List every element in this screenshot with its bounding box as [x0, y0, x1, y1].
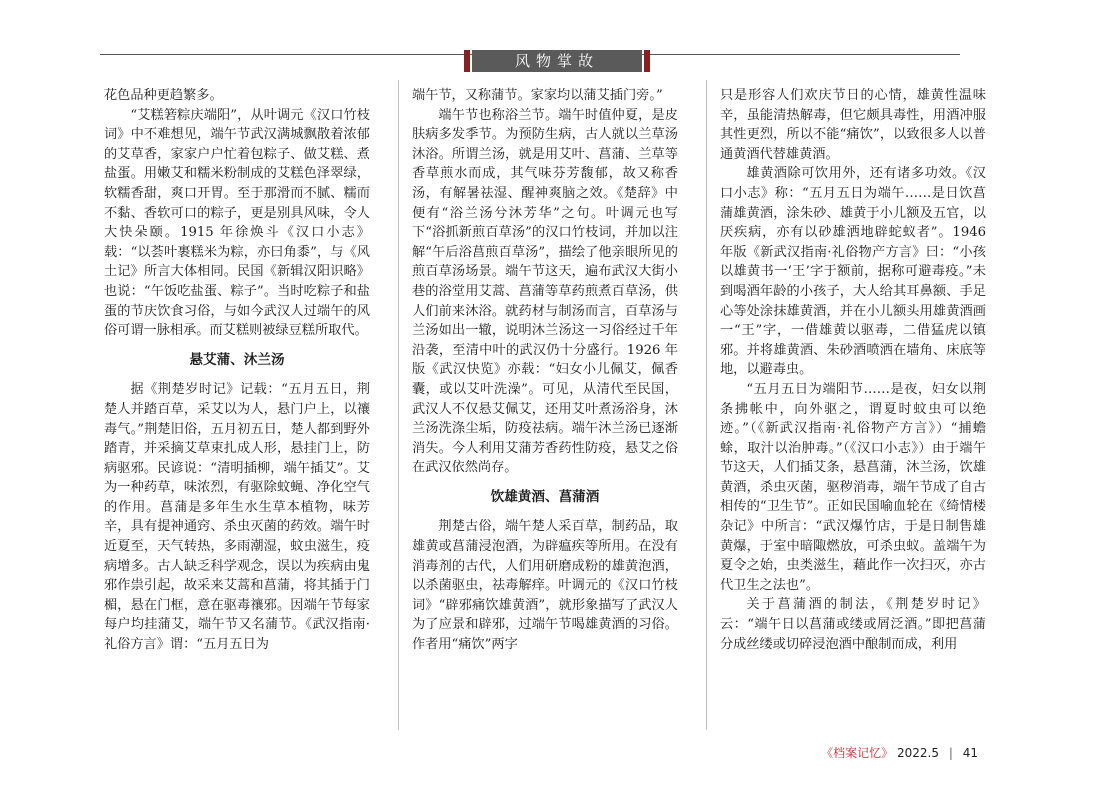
section-title: 风物掌故 — [514, 52, 599, 70]
paragraph: “五月五日为端阳节……是夜，妇女以荆条拂帐中，向外驱之，谓夏时蚊虫可以绝迹。”（《新武汉指南·礼俗物产方言》）“捕蟾蜍，取汁以治肿毒。”（《汉口小志》）由于端午节这天，人们插艾条，悬菖蒲，沐兰汤，饮雄黄酒，杀虫灭菌，驱秽消毒，端午节成了自古相传的“卫生节”。正如民国喻血轮在《绮情楼杂记》中所言：“武汉爆竹店，于是日制售雄黄爆，于室中暗陬燃放，可杀虫蚁。盖端午为夏令之始，虫类滋生，藉此作一次扫灭，亦古代卫生之法也”。 — [720, 381, 986, 593]
paragraph: 荆楚古俗，端午楚人采百草，制药品，取雄黄或菖蒲浸泡酒，为辟瘟疾等所用。在没有消毒剂的古代，人们用研磨成粉的雄黄泡酒，以杀菌驱虫，祛毒解痒。叶调元的《汉口竹枝词》“辟邪痛饮雄黄酒”，就形象描写了武汉人为了应景和辟邪，过端午节喝雄黄酒的习俗。作者用“痛饮”两字 — [412, 519, 678, 653]
page-number: 41 — [962, 746, 978, 760]
section-heading: 饮雄黄酒、菖蒲酒 — [490, 488, 600, 505]
footer-separator: | — [948, 746, 953, 760]
paragraph: 只是形容人们欢庆节日的心情，雄黄性温味辛，虽能清热解毒，但它颇具毒性，用酒冲服其性更烈，所以不能“痛饮”，以致很多人以普通黄酒代替雄黄酒。 — [720, 88, 986, 162]
section-heading: 悬艾蒲、沐兰汤 — [189, 351, 285, 368]
article-column-1 — [104, 86, 370, 655]
column-divider — [706, 80, 707, 730]
banner-left-accent — [464, 50, 470, 72]
page-footer — [821, 744, 978, 761]
article-column-3 — [720, 86, 986, 654]
paragraph: 花色品种更趋繁多。 — [104, 88, 223, 103]
article-column-2 — [412, 86, 678, 655]
paragraph: 关于菖蒲酒的制法，《荆楚岁时记》云：“端午日以菖蒲或缕或屑泛酒。”即把菖蒲分成丝缕或切碎浸泡酒中酿制而成，利用 — [720, 597, 986, 652]
section-banner — [472, 50, 642, 72]
paragraph: 据《荆楚岁时记》记载：“五月五日，荆楚人并踏百草，采艾以为人，悬门户上，以禳毒气。”荆楚旧俗，五月初五日，楚人都到野外踏青，并采摘艾草束扎成人形，悬挂门上，防病驱邪。民谚说：“清明插柳，端午插艾”。艾为一种药草，味浓烈，有驱除蚊蝇、净化空气的作用。菖蒲是多年生水生草本植物，味芳辛，具有提神通窍、杀虫灭菌的药效。端午时近夏至，天气转热，多雨潮湿，蚊虫滋生，疫病增多。古人缺乏科学观念，误以为疾病由鬼邪作祟引起，故采来艾蒿和菖蒲，将其插于门楣，悬在门框，意在驱毒禳邪。因端午节每家每户均挂蒲艾，端午节又名蒲节。《武汉指南·礼俗方言》谓：“五月五日为 — [104, 382, 370, 653]
paragraph: 雄黄酒除可饮用外，还有诸多功效。《汉口小志》称：“五月五日为端午……是日饮菖蒲雄黄酒，涂朱砂、雄黄于小儿额及五官，以厌疾病，亦有以砂雄洒地辟蛇蚁者”。1946 年版《新武汉指南·礼俗物产方言》曰：“小孩以雄黄书一‘王’字于额前，据称可避毒疫。”未到喝酒年龄的小孩子，大人给其耳鼻额、手足心等处涂抹雄黄酒，并在小儿额头用雄黄酒画一“王”字，一借雄黄以驱毒，二借猛虎以镇邪。并将雄黄酒、朱砂酒喷洒在墙角、床底等地，以避毒虫。 — [720, 166, 986, 378]
banner-right-accent — [644, 50, 650, 72]
issue-number: 2022.5 — [897, 746, 940, 760]
paragraph: 端午节，又称蒲节。家家均以蒲艾插门旁。” — [412, 88, 663, 103]
magazine-name: 《档案记忆》 — [821, 746, 894, 760]
paragraph: 端午节也称浴兰节。端午时值仲夏，是皮肤病多发季节。为预防生病，古人就以兰草汤沐浴。所谓兰汤，就是用艾叶、菖蒲、兰草等香草煎水而成，其气味芬芳馥郁，故又称香汤，有解暑祛湿、醒神爽脑之效。《楚辞》中便有“浴兰汤兮沐芳华”之句。叶调元也写下“浴抓新煎百草汤”的汉口竹枝词，并加以注解“午后浴菖煎百草汤”，描绘了他亲眼所见的煎百草汤场景。端午节这天，遍布武汉大街小巷的浴堂用艾蒿、菖蒲等草药煎煮百草汤，供人们前来沐浴。就药材与制汤而言，百草汤与兰汤如出一辙，说明沐兰汤这一习俗经过千年沿袭，至清中叶的武汉仍十分盛行。1926 年版《武汉快览》亦载：“妇女小儿佩艾，佩香囊，或以艾叶洗澡”。可见，从清代至民国，武汉人不仅悬艾佩艾，还用艾叶煮汤浴身，沐兰汤洗涤尘垢，防疫祛病。端午沐兰汤已逐渐消失。今人利用艾蒲芳香药性防疫，悬艾之俗在武汉依然尚存。 — [412, 107, 678, 476]
paragraph: “艾糕箬粽庆端阳”，从叶调元《汉口竹枝词》中不难想见，端午节武汉满城飘散着浓郁的艾草香，家家户户忙着包粽子、做艾糕、煮盐蛋。用嫩艾和糯米粉制成的艾糕色泽翠绿，软糯香甜，爽口开胃。至于那滑而不腻、糯而不黏、香软可口的粽子，更是别具风味，令人大快朵颐。1915 年徐焕斗《汉口小志》载：“以荟叶裹糕米为粽，亦曰角黍”，与《风土记》所言大体相同。民国《新辑汉阳识略》也说：“午饭吃盐蛋、粽子”。当时吃粽子和盐蛋的节庆饮食习俗，与如今武汉人过端午的风俗可谓一脉相承。而艾糕则被绿豆糕所取代。 — [104, 107, 370, 339]
column-divider — [398, 80, 399, 730]
